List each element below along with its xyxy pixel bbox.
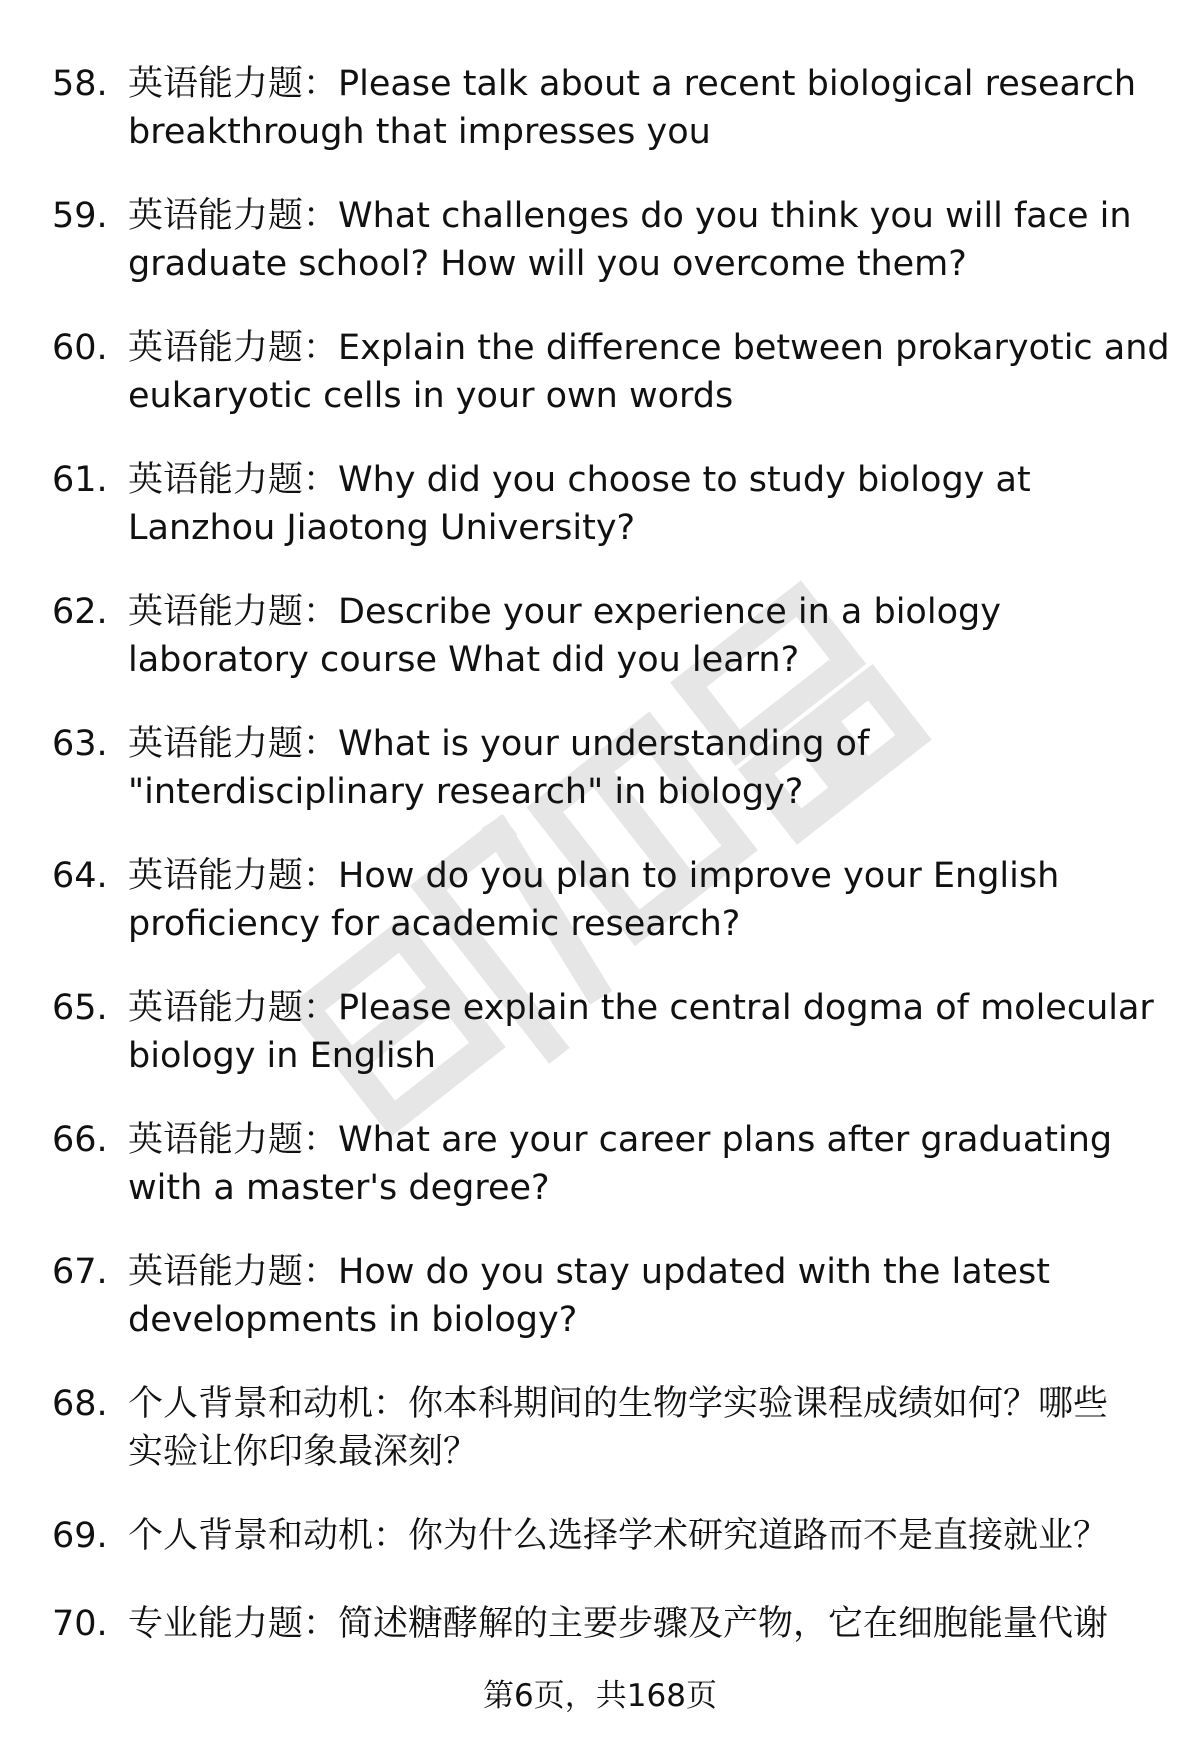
question-number: 67. [52, 1252, 108, 1292]
question-number: 62. [52, 592, 108, 632]
question-item [0, 1512, 1200, 1600]
question-text-line: 英语能力题：Please explain the central dogma of molecular [128, 988, 1154, 1028]
question-number: 70. [52, 1604, 108, 1644]
question-text-line: 英语能力题：What challenges do you think you will face in [128, 196, 1132, 236]
question-text-line: 英语能力题：Describe your experience in a biology [128, 592, 1001, 632]
question-text [128, 60, 1160, 156]
question-text [128, 1380, 1160, 1476]
question-text-line: 英语能力题：Explain the difference between prokaryotic and [128, 328, 1170, 368]
question-item [0, 456, 1200, 588]
question-number: 58. [52, 64, 108, 104]
question-text-line: 英语能力题：How do you stay updated with the latest [128, 1252, 1050, 1292]
question-number: 65. [52, 988, 108, 1028]
question-item [0, 852, 1200, 984]
question-text-line: 实验让你印象最深刻？ [128, 1432, 479, 1472]
question-item [0, 324, 1200, 456]
question-text-line: "interdisciplinary research" in biology? [128, 772, 804, 812]
question-text-line: 专业能力题：简述糖酵解的主要步骤及产物，它在细胞能量代谢 [128, 1604, 1109, 1644]
question-item [0, 1380, 1200, 1512]
question-number: 61. [52, 460, 108, 500]
question-item [0, 588, 1200, 720]
question-text-line: breakthrough that impresses you [128, 112, 711, 152]
question-text [128, 588, 1160, 684]
question-number: 68. [52, 1384, 108, 1424]
question-text [128, 1600, 1160, 1648]
question-text-line: 个人背景和动机：你为什么选择学术研究道路而不是直接就业？ [128, 1516, 1109, 1556]
question-number: 66. [52, 1120, 108, 1160]
question-text [128, 324, 1170, 420]
question-text-line: laboratory course What did you learn? [128, 640, 800, 680]
question-text-line: eukaryotic cells in your own words [128, 376, 734, 416]
question-text [128, 852, 1160, 948]
question-text-line: 英语能力题：What is your understanding of [128, 724, 870, 764]
question-text-line: 英语能力题：Why did you choose to study biology at [128, 460, 1031, 500]
question-text [128, 1512, 1160, 1560]
question-text [128, 720, 1160, 816]
question-text-line: biology in English [128, 1036, 436, 1076]
question-text-line: 英语能力题：How do you plan to improve your English [128, 856, 1060, 896]
question-item [0, 192, 1200, 324]
question-text [128, 1116, 1160, 1212]
question-text [128, 456, 1160, 552]
question-list [0, 60, 1200, 1688]
question-text [128, 1248, 1160, 1344]
question-number: 60. [52, 328, 108, 368]
question-text-line: 英语能力题：What are your career plans after graduating [128, 1120, 1113, 1160]
question-item [0, 720, 1200, 852]
question-number: 63. [52, 724, 108, 764]
question-item [0, 1116, 1200, 1248]
page-number-footer: 第6页，共168页 [483, 1678, 717, 1714]
question-text [128, 984, 1160, 1080]
question-text-line: proficiency for academic research? [128, 904, 741, 944]
question-text-line: graduate school? How will you overcome them? [128, 244, 967, 284]
question-item [0, 60, 1200, 192]
question-number: 69. [52, 1516, 108, 1556]
question-text-line: 个人背景和动机：你本科期间的生物学实验课程成绩如何？哪些 [128, 1384, 1109, 1424]
question-number: 59. [52, 196, 108, 236]
question-text-line: with a master's degree? [128, 1168, 550, 1208]
question-text-line: developments in biology? [128, 1300, 578, 1340]
question-item [0, 1248, 1200, 1380]
question-text-line: 英语能力题：Please talk about a recent biological research [128, 64, 1137, 104]
question-text-line: Lanzhou Jiaotong University? [128, 508, 636, 548]
question-text [128, 192, 1160, 288]
question-item [0, 984, 1200, 1116]
question-number: 64. [52, 856, 108, 896]
